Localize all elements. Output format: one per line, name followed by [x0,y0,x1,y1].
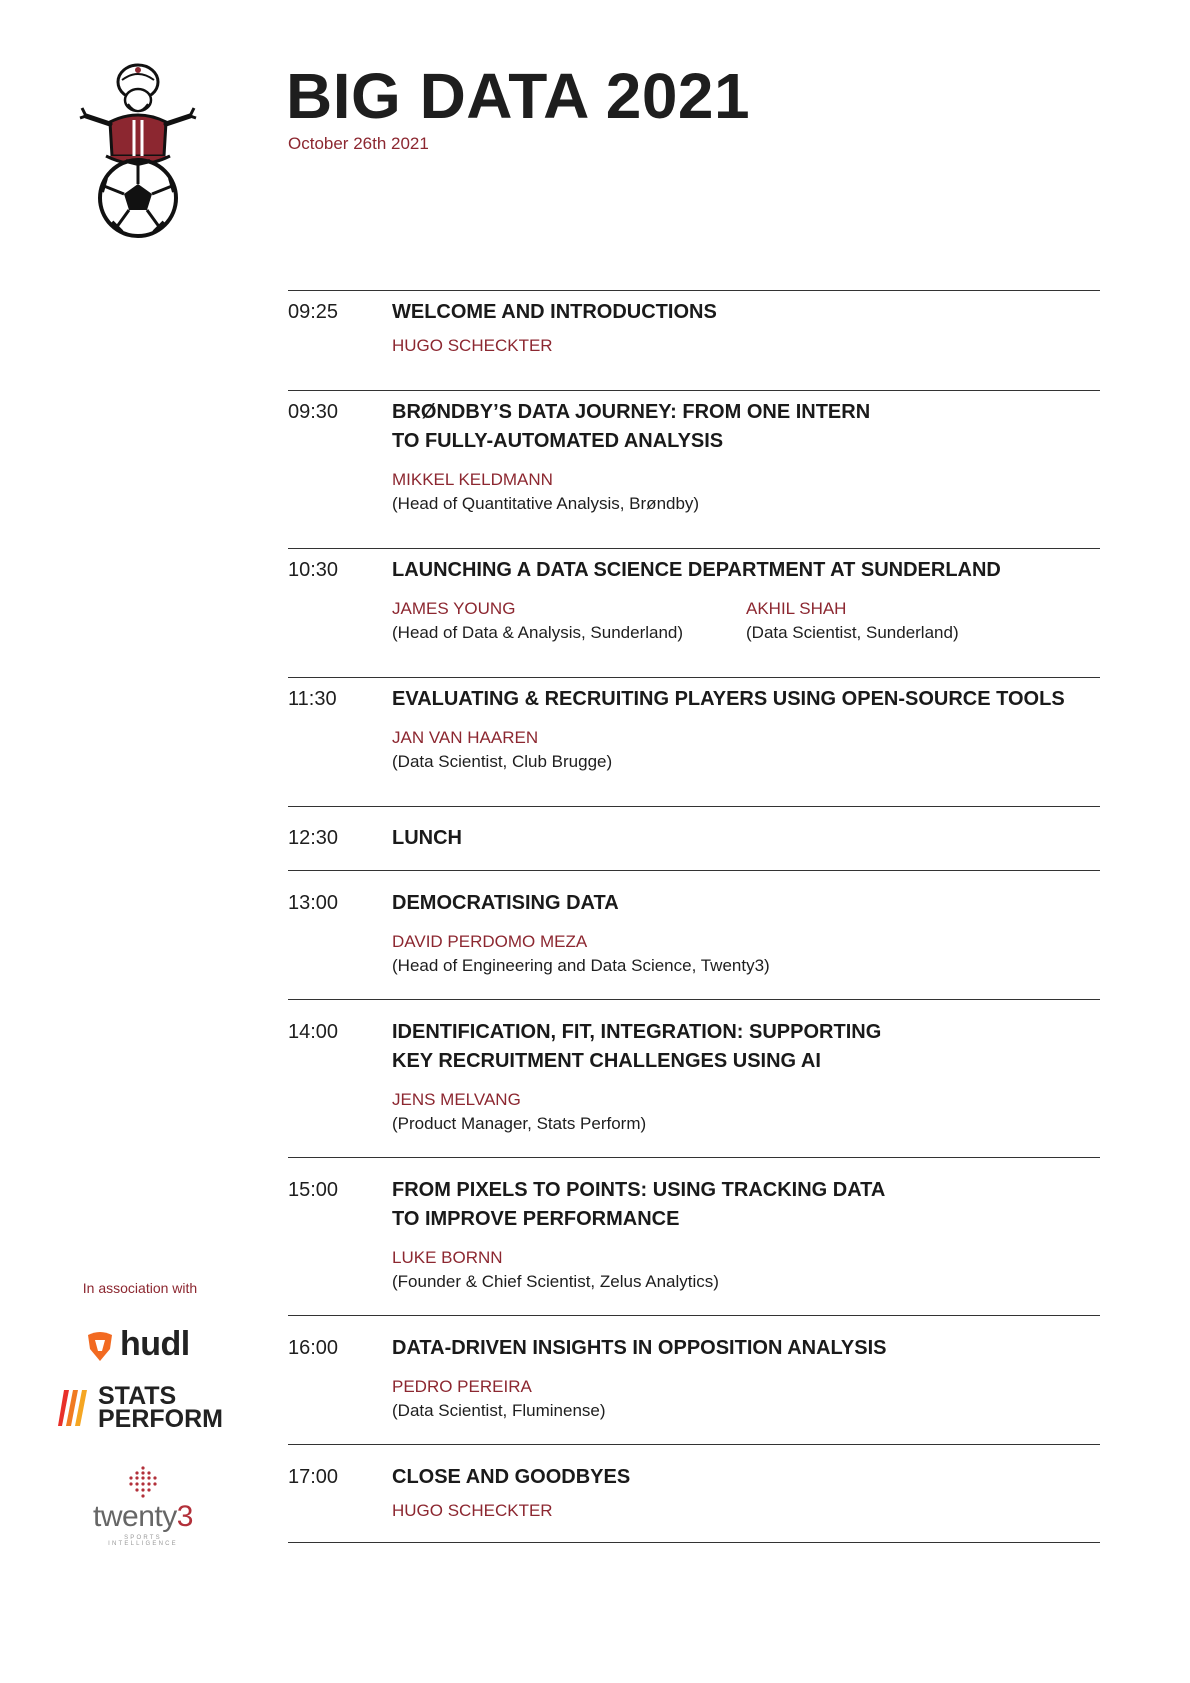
speaker [392,334,769,358]
session-title-line2: TO FULLY-AUTOMATED ANALYSIS [392,430,724,452]
session-time: 15:00 [288,1179,339,1201]
session-title: CLOSE AND GOODBYES [392,1466,631,1488]
speaker-role: (Head of Engineering and Data Science, Twenty3) [392,956,770,975]
agenda-item [288,1158,1100,1316]
session-title-line2: TO IMPROVE PERFORMANCE [392,1208,680,1230]
perform-wordmark: PERFORM [98,1405,223,1433]
session-title: LAUNCHING A DATA SCIENCE DEPARTMENT AT SUNDERLAND [392,559,1001,581]
speaker-role: (Data Scientist, Fluminense) [392,1401,606,1420]
session-title: IDENTIFICATION, FIT, INTEGRATION: SUPPORTING [392,1021,882,1043]
sponsor-label: In association with [82,1280,198,1296]
speaker [392,726,992,774]
session-time: 16:00 [288,1337,339,1359]
stats-perform-stripes-icon [58,1388,92,1428]
twenty3-logo [88,1465,198,1547]
event-date: October 26th 2021 [288,134,429,153]
twenty3-wordmark: twenty [93,1500,177,1533]
session-time: 12:30 [288,827,339,849]
speaker-name: PEDRO PEREIRA [392,1377,532,1396]
session-title: WELCOME AND INTRODUCTIONS [392,301,717,323]
speaker-role: (Head of Data & Analysis, Sunderland) [392,623,684,642]
session-title: EVALUATING & RECRUITING PLAYERS USING OPEN-SOURCE TOOLS [392,688,1065,710]
agenda-item [288,391,1100,549]
page-title: BIG DATA 2021 [286,60,751,132]
speaker [392,1499,769,1523]
twenty3-number: 3 [176,1500,193,1533]
sponsor-section [50,1280,230,1296]
session-time: 11:30 [288,688,337,710]
agenda [288,290,1100,1543]
speaker-name: JENS MELVANG [392,1090,521,1109]
hudl-logo [84,1325,190,1364]
session-time: 17:00 [288,1466,339,1488]
agenda-item [288,1445,1100,1543]
agenda-item [288,871,1100,1000]
speaker [392,468,992,516]
speaker [392,930,992,978]
speaker [392,1246,992,1294]
speaker-name: MIKKEL KELDMANN [392,470,553,489]
agenda-item [288,807,1100,871]
stats-wordmark: STATS [98,1382,177,1410]
speaker-name: HUGO SCHECKTER [392,1501,553,1520]
session-title: DATA-DRIVEN INSIGHTS IN OPPOSITION ANALYSIS [392,1337,887,1359]
agenda-item [288,678,1100,807]
agenda-item [288,1316,1100,1445]
speaker [392,1375,992,1423]
agenda-item [288,549,1100,678]
agenda-item [288,1000,1100,1158]
session-time: 13:00 [288,892,339,914]
session-title: LUNCH [392,827,462,849]
speaker-role: (Head of Quantitative Analysis, Brøndby) [392,494,700,513]
session-time: 09:30 [288,401,339,423]
speaker-role: (Founder & Chief Scientist, Zelus Analytics) [392,1272,719,1291]
speaker [392,1088,992,1136]
hudl-wordmark: hudl [120,1325,190,1363]
twenty3-dots-icon [126,1465,160,1499]
speaker [392,597,746,645]
mascot-logo [70,60,210,245]
session-time: 10:30 [288,559,339,581]
hudl-icon [84,1329,116,1361]
speaker-name: DAVID PERDOMO MEZA [392,932,588,951]
speaker-name: LUKE BORNN [392,1248,503,1267]
session-title: BRØNDBY’S DATA JOURNEY: FROM ONE INTERN [392,401,871,423]
session-time: 09:25 [288,301,339,323]
session-time: 14:00 [288,1021,339,1043]
speaker-role: (Data Scientist, Sunderland) [746,623,959,642]
speaker-name: HUGO SCHECKTER [392,336,553,355]
session-title-line2: KEY RECRUITMENT CHALLENGES USING AI [392,1050,821,1072]
session-title: FROM PIXELS TO POINTS: USING TRACKING DATA [392,1179,886,1201]
speaker-name: AKHIL SHAH [746,599,847,618]
session-title: DEMOCRATISING DATA [392,892,619,914]
speaker [746,597,1100,645]
twenty3-tagline: SPORTS INTELLIGENCE [108,1535,178,1547]
speaker-name: JAMES YOUNG [392,599,516,618]
stats-perform-logo [58,1382,223,1433]
speaker-role: (Data Scientist, Club Brugge) [392,752,613,771]
speaker-role: (Product Manager, Stats Perform) [392,1114,647,1133]
agenda-item [288,291,1100,391]
speaker-name: JAN VAN HAAREN [392,728,539,747]
